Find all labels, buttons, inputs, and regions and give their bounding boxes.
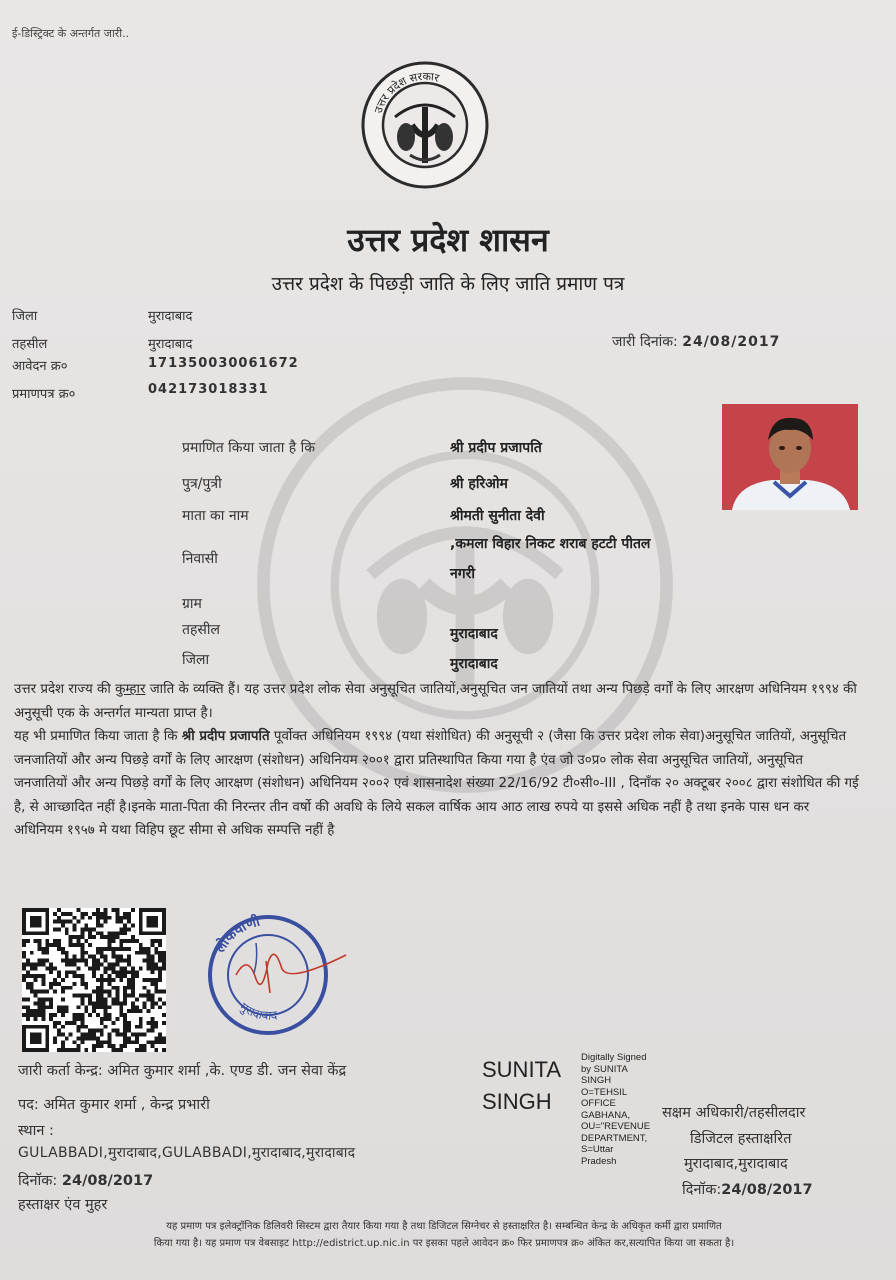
resident-address-line2: नगरी: [450, 566, 476, 582]
e-district-note: ई-डिस्ट्रिक्ट के अन्तर्गत जारी..: [12, 27, 130, 40]
certificate-number-value: 042173018331: [148, 382, 269, 397]
up-government-emblem-icon: [350, 55, 500, 190]
sig-detail-line: Pradesh: [581, 1155, 617, 1167]
signer-first-name: SUNITA: [482, 1057, 562, 1082]
signer-last-name: SINGH: [482, 1089, 552, 1114]
place-value: GULABBADI,मुरादाबाद,GULABBADI,मुरादाबाद,मुरादाबाद: [18, 1145, 356, 1161]
application-number-label: आवेदन क्र०: [12, 359, 68, 374]
footer-line-2: किया गया है। यह प्रमाण पत्र वेबसाइट http://edistrict.up.nic.in पर इसका पहले आवेदन क्र० फिर प्रमाणपत्र क्र० अंकित कर,सत्यापित किया जा सकता है।: [153, 1238, 735, 1249]
authority-title: सक्षम अधिकारी/तहसीलदार: [662, 1105, 806, 1121]
digital-signature-details: [581, 1052, 650, 1167]
applicant-photo: [722, 404, 858, 510]
issue-date: [612, 332, 780, 351]
certificate-subtitle: उत्तर प्रदेश के पिछड़ी जाति के लिए जाति प्रमाण पत्र: [271, 273, 625, 295]
field-tehsil-value: मुरादाबाद: [450, 626, 498, 642]
authority-date-value: 24/08/2017: [721, 1182, 813, 1198]
mother-label: माता का नाम: [182, 508, 249, 524]
village-label: ग्राम: [182, 596, 202, 612]
official-stamp-icon: [196, 903, 364, 1037]
para2-text-end: पूर्वोक्त अधिनियम १९९४ (यथा संशोधित) की अनुसूची २ (जैसा कि उत्तर प्रदेश लोक सेवा)अनुसूचित जातियों, अनुसूचित जनजातियों और अन्य पिछड़े वर्गों के लिए आरक्षण (संशोधन) अधिनियम २००१ द्वारा प्रतिस्थापित किया गया है एंव जो उ०प्र० लोक सेवा अनुसूचित जातियों, अनुसूचित जनजातियों और अन्य पिछड़े वर्गों के लिए आरक्षण (संशोधन) अधिनियम २००२ एवं शासनादेश संख्या 22/16/92 टी०सी०-III , दिनाँक २० अक्टूबर २००८ द्वारा संशोधित की गई है, से आच्छादित नहीं है।इनके माता-पिता की निरन्तर तीन वर्षो की अवधि के लिये सकल वार्षिक आय आठ लाख रुपये या इससे अधिक नहीं है तथा इनके पास धन कर अधिनियम १९५७ मे यथा विहिप छूट सीमा से अधिक सम्पत्ति नहीं है: [14, 729, 859, 838]
application-number-value: 171350030061672: [148, 356, 299, 371]
issuer-date-label: दिनॉक:: [18, 1173, 58, 1189]
para1-text-start: उत्तर प्रदेश राज्य की: [14, 682, 116, 697]
district-label: जिला: [12, 309, 38, 324]
certificate-body: [14, 678, 859, 843]
field-district-value: मुरादाबाद: [450, 656, 498, 672]
sign-and-seal-label: हस्ताक्षर एंव मुहर: [18, 1197, 108, 1213]
field-district-label: जिला: [182, 652, 210, 668]
issuer-post: पद: अमित कुमार शर्मा , केन्द्र प्रभारी: [18, 1097, 210, 1113]
sig-detail-line: OU="REVENUE: [581, 1121, 651, 1132]
father-name: श्री हरिओम: [450, 476, 508, 492]
issuer-date: [18, 1170, 153, 1190]
footer-note: [14, 1218, 874, 1252]
certificate-number-label: प्रमाणपत्र क्र०: [12, 387, 76, 402]
person-photo-icon: [722, 404, 858, 510]
sig-detail-line: SINGH: [581, 1075, 612, 1086]
digital-signer-name: [482, 1054, 561, 1118]
certified-name: श्री प्रदीप प्रजापति: [450, 440, 542, 456]
child-of-label: पुत्र/पुत्री: [182, 476, 222, 492]
page-title: उत्तर प्रदेश शासन: [347, 221, 549, 259]
tehsil-label: तहसील: [12, 337, 48, 352]
para2-applicant-name: श्री प्रदीप प्रजापति: [181, 729, 270, 744]
footer-line-1: यह प्रमाण पत्र इलेक्ट्रॉनिक डिलिवरी सिस्टम द्वारा तैयार किया गया है तथा डिजिटल सिग्नेचर से हस्ताक्षरित है। सम्बन्धित केन्द्र के अधिकृत कर्मी द्वारा प्रमाणित: [166, 1221, 722, 1232]
body-paragraph-1: [14, 678, 859, 725]
issuing-center: जारी कर्ता केन्द्र: अमित कुमार शर्मा ,के. एण्ड डी. जन सेवा केंद्र: [18, 1063, 347, 1079]
body-paragraph-2: [14, 725, 859, 843]
certified-label: प्रमाणित किया जाता है कि: [182, 440, 316, 456]
sig-detail-line: by SUNITA: [581, 1063, 628, 1075]
issuer-date-value: 24/08/2017: [61, 1173, 154, 1189]
sig-detail-line: DEPARTMENT,: [581, 1132, 648, 1144]
issue-date-value: 24/08/2017: [682, 334, 781, 350]
para2-text-start: यह भी प्रमाणित किया जाता है कि: [14, 729, 182, 744]
resident-label: निवासी: [182, 551, 218, 567]
sig-detail-line: Digitally Signed: [581, 1052, 647, 1063]
mother-name: श्रीमती सुनीता देवी: [450, 508, 545, 524]
sig-detail-line: O=TEHSIL: [581, 1086, 628, 1098]
authority-date: [682, 1179, 813, 1199]
issue-date-label: जारी दिनांक:: [612, 334, 678, 350]
sig-detail-line: S=Uttar: [581, 1144, 614, 1155]
caste-name: कुम्हार: [115, 682, 146, 697]
resident-address-line1: ,कमला विहार निकट शराब हटटी पीतल: [450, 536, 651, 552]
svg-text:मुरादाबाद: मुरादाबाद: [237, 999, 278, 1023]
tehsil-value: मुरादाबाद: [148, 337, 193, 352]
para1-text-end: जाति के व्यक्ति हैं। यह उत्तर प्रदेश लोक सेवा अनुसूचित जातियों,अनुसूचित जन जातियों तथा अन्य पिछड़े वर्गों के लिए आरक्षण अधिनियम १९९४ की अनुसूची एक के अन्तर्गत मान्यता प्राप्त है।: [14, 682, 857, 721]
authority-digital-sign: डिजिटल हस्ताक्षरित: [690, 1131, 792, 1147]
qr-code-icon: [22, 908, 166, 1052]
authority-date-label: दिनॉक:: [682, 1182, 722, 1198]
sig-detail-line: GABHANA,: [581, 1109, 631, 1121]
sig-detail-line: OFFICE: [581, 1098, 616, 1109]
place-label: स्थान :: [18, 1123, 54, 1139]
field-tehsil-label: तहसील: [182, 622, 220, 638]
svg-text:लोकवाणी: लोकवाणी: [212, 913, 262, 956]
authority-location: मुरादाबाद,मुरादाबाद: [684, 1156, 788, 1172]
district-value: मुरादाबाद: [148, 309, 193, 324]
svg-text:उत्तर प्रदेश सरकार: उत्तर प्रदेश सरकार: [371, 69, 441, 115]
